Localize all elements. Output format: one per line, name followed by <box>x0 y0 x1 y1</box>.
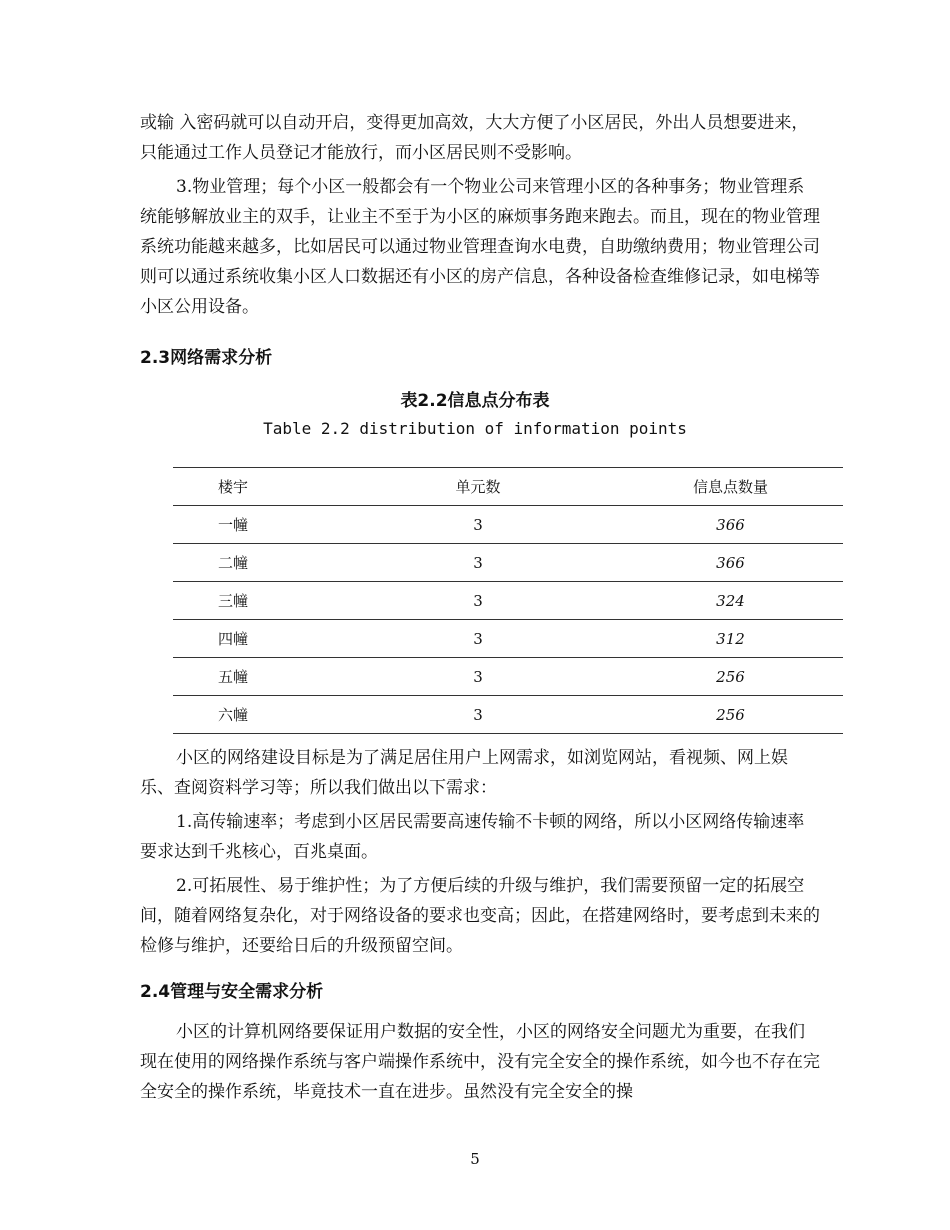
table-caption-en: Table 2.2 distribution of information points <box>263 419 687 438</box>
cell-building: 三幢 <box>173 582 338 620</box>
page-number: 5 <box>470 1150 480 1168</box>
table-row <box>173 696 843 734</box>
paragraph-door-access: 或输 入密码就可以自动开启，变得更加高效，大大方便了小区居民，外出人员想要进来，只能通过工作人员登记才能放行，而小区居民则不受影响。 <box>140 113 809 163</box>
cell-units: 3 <box>338 658 618 696</box>
table-row <box>173 506 843 544</box>
header-units: 单元数 <box>338 468 618 506</box>
cell-info-points: 256 <box>618 696 843 734</box>
cell-units: 3 <box>338 582 618 620</box>
table-row <box>173 582 843 620</box>
cell-info-points: 324 <box>618 582 843 620</box>
table-row <box>173 620 843 658</box>
cell-info-points: 366 <box>618 544 843 582</box>
paragraph-network-goal: 小区的网络建设目标是为了满足居住用户上网需求，如浏览网站，看视频、网上娱乐、查阅资料学习等；所以我们做出以下需求： <box>140 748 788 798</box>
cell-units: 3 <box>338 544 618 582</box>
table-row <box>173 658 843 696</box>
table-row <box>173 544 843 582</box>
header-building: 楼宇 <box>173 468 338 506</box>
cell-units: 3 <box>338 620 618 658</box>
info-points-table <box>173 467 843 734</box>
cell-info-points: 312 <box>618 620 843 658</box>
paragraph-property-management: 3.物业管理；每个小区一般都会有一个物业公司来管理小区的各种事务；物业管理系统能够解放业主的双手，让业主不至于为小区的麻烦事务跑来跑去。而且，现在的物业管理系统功能越来越多，比如居民可以通过物业管理查询水电费，自助缴纳费用；物业管理公司则可以通过系统收集小区人口数据还有小区的房产信息，各种设备检查维修记录，如电梯等小区公用设备。 <box>140 177 820 317</box>
cell-building: 五幢 <box>173 658 338 696</box>
paragraph-scalability: 2.可拓展性、易于维护性；为了方便后续的升级与维护，我们需要预留一定的拓展空间，随着网络复杂化，对于网络设备的要求也变高；因此，在搭建网络时，要考虑到未来的检修与维护，还要给日后的升级预留空间。 <box>140 876 820 956</box>
table-header-row <box>173 468 843 506</box>
paragraph-high-speed: 1.高传输速率；考虑到小区居民需要高速传输不卡顿的网络，所以小区网络传输速率要求达到千兆核心，百兆桌面。 <box>140 812 805 862</box>
cell-info-points: 256 <box>618 658 843 696</box>
section-heading-2-4: 2.4管理与安全需求分析 <box>140 982 324 1002</box>
header-info-points: 信息点数量 <box>618 468 843 506</box>
cell-building: 四幢 <box>173 620 338 658</box>
cell-units: 3 <box>338 506 618 544</box>
cell-units: 3 <box>338 696 618 734</box>
cell-info-points: 366 <box>618 506 843 544</box>
table-caption-zh: 表2.2信息点分布表 <box>400 391 550 411</box>
section-heading-2-3: 2.3网络需求分析 <box>140 348 273 368</box>
cell-building: 六幢 <box>173 696 338 734</box>
cell-building: 一幢 <box>173 506 338 544</box>
cell-building: 二幢 <box>173 544 338 582</box>
paragraph-security: 小区的计算机网络要保证用户数据的安全性，小区的网络安全问题尤为重要，在我们现在使用的网络操作系统与客户端操作系统中，没有完全安全的操作系统，如今也不存在完全安全的操作系统，毕竟技术一直在进步。虽然没有完全安全的操 <box>140 1022 820 1102</box>
